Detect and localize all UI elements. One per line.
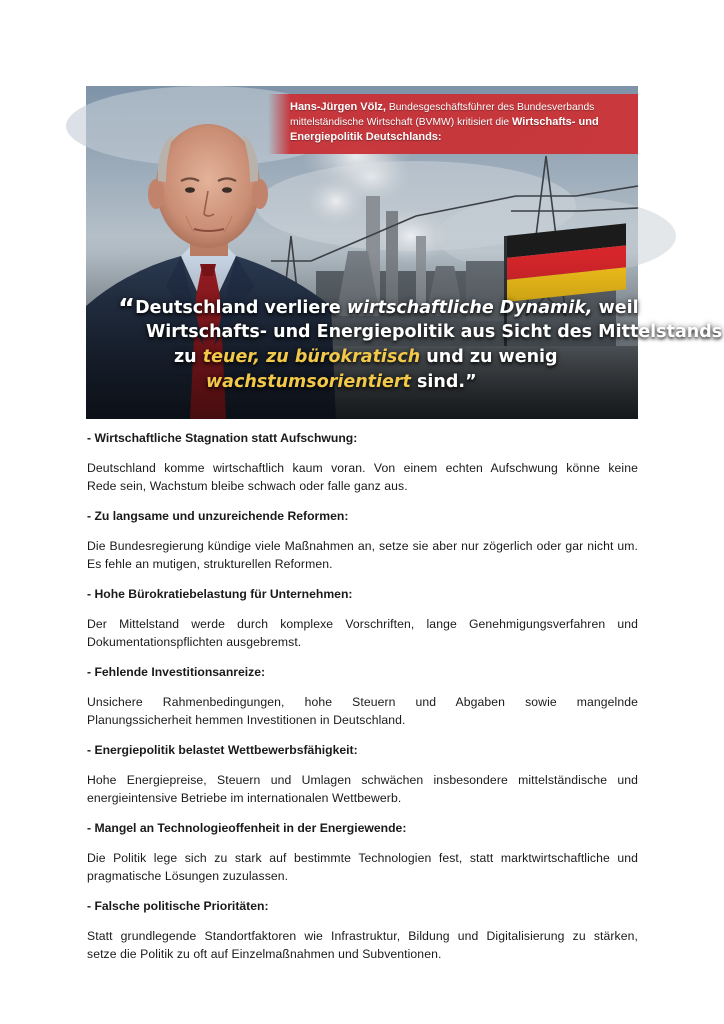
banner-line-3 bbox=[290, 130, 628, 145]
list-item bbox=[87, 507, 638, 573]
banner-person-name: Hans-Jürgen Völz, bbox=[290, 101, 386, 113]
item-heading: - Energiepolitik belastet Wettbewerbsfähigkeit: bbox=[87, 743, 358, 757]
quote-line-1-b: weil bbox=[592, 298, 639, 318]
quote-line-3-gold: teuer, zu bürokratisch bbox=[202, 347, 421, 367]
item-text-line: Dokumentationspflichten ausgebremst. bbox=[87, 635, 302, 649]
hero-caption-banner bbox=[268, 94, 638, 154]
item-heading: - Zu langsame und unzureichende Reformen: bbox=[87, 509, 349, 523]
item-text bbox=[87, 615, 638, 651]
quote-line-1-italic: wirtschaftliche Dynamik, bbox=[346, 298, 593, 318]
item-heading: - Falsche politische Prioritäten: bbox=[87, 899, 269, 913]
item-text-line: Deutschland komme wirtschaftlich kaum voran. Von einem echten Aufschwung könne keine bbox=[87, 461, 638, 475]
item-text-line: pragmatische Lösungen zuzulassen. bbox=[87, 869, 289, 883]
list-item bbox=[87, 429, 638, 495]
list-item bbox=[87, 585, 638, 651]
item-text bbox=[87, 537, 638, 573]
quote-line-3-b: und zu wenig bbox=[420, 347, 558, 367]
item-heading: - Fehlende Investitionsanreize: bbox=[87, 665, 266, 679]
quote-line-3-a: zu bbox=[174, 347, 203, 367]
item-text bbox=[87, 927, 638, 963]
list-item bbox=[87, 897, 638, 963]
list-item bbox=[87, 819, 638, 885]
item-text-line: Hohe Energiepreise, Steuern und Umlagen schwächen insbesondere mittelständische und bbox=[87, 773, 638, 787]
item-text bbox=[87, 849, 638, 885]
banner-line-2-bold: Wirtschafts- und bbox=[512, 116, 599, 128]
item-text-line: setze die Politik zu oft auf Einzelmaßnahmen und Subventionen. bbox=[87, 947, 442, 961]
hero-quote bbox=[86, 292, 723, 402]
item-text-line: Es fehle an mutigen, strukturellen Reformen. bbox=[87, 557, 333, 571]
item-text-line: Statt grundlegende Standortfaktoren wie Infrastruktur, Bildung und Digitalisierung zu stärken, bbox=[87, 929, 638, 943]
quote-open-mark: “ bbox=[118, 294, 136, 324]
item-text-line: Planungssicherheit hemmen Investitionen in Deutschland. bbox=[87, 713, 406, 727]
item-heading: - Hohe Bürokratiebelastung für Unternehmen: bbox=[87, 587, 353, 601]
banner-line-2 bbox=[290, 115, 628, 130]
quote-line-1 bbox=[118, 294, 639, 324]
banner-line-1-text: Bundesgeschäftsführer des Bundesverbands bbox=[385, 102, 595, 113]
item-text bbox=[87, 459, 638, 495]
item-text-line: Unsichere Rahmenbedingungen, hohe Steuern und Abgaben sowie mangelnde bbox=[87, 695, 638, 709]
item-heading: - Wirtschaftliche Stagnation statt Aufschwung: bbox=[87, 431, 358, 445]
item-text-line: Rede sein, Wachstum bleibe schwach oder falle ganz aus. bbox=[87, 479, 408, 493]
criticism-list bbox=[87, 429, 638, 975]
quote-line-3 bbox=[174, 345, 558, 369]
quote-line-1-a: Deutschland verliere bbox=[135, 298, 347, 318]
quote-line-4 bbox=[206, 370, 477, 394]
hero-image bbox=[86, 86, 723, 419]
list-item bbox=[87, 663, 638, 729]
item-text-line: Der Mittelstand werde durch komplexe Vorschriften, lange Genehmigungsverfahren und bbox=[87, 617, 638, 631]
quote-line-2: Wirtschafts- und Energiepolitik aus Sicht des Mittelstands bbox=[146, 322, 723, 342]
banner-line-3-bold: Energiepolitik Deutschlands: bbox=[290, 131, 442, 143]
item-text-line: energieintensive Betriebe im internationalen Wettbewerb. bbox=[87, 791, 402, 805]
banner-line-2-text: mittelständische Wirtschaft (BVMW) kritisiert die bbox=[290, 117, 512, 128]
quote-line-4-gold: wachstumsorientiert bbox=[206, 372, 411, 392]
item-text-line: Die Bundesregierung kündige viele Maßnahmen an, setze sie aber nur zögerlich oder gar nicht um. bbox=[87, 539, 638, 553]
quote-line-4-b: sind.” bbox=[410, 372, 477, 392]
item-text bbox=[87, 693, 638, 729]
item-heading: - Mangel an Technologieoffenheit in der Energiewende: bbox=[87, 821, 407, 835]
banner-line-1 bbox=[290, 100, 628, 115]
item-text-line: Die Politik lege sich zu stark auf bestimmte Technologien fest, statt marktwirtschaftliche und bbox=[87, 851, 638, 865]
list-item bbox=[87, 741, 638, 807]
item-text bbox=[87, 771, 638, 807]
